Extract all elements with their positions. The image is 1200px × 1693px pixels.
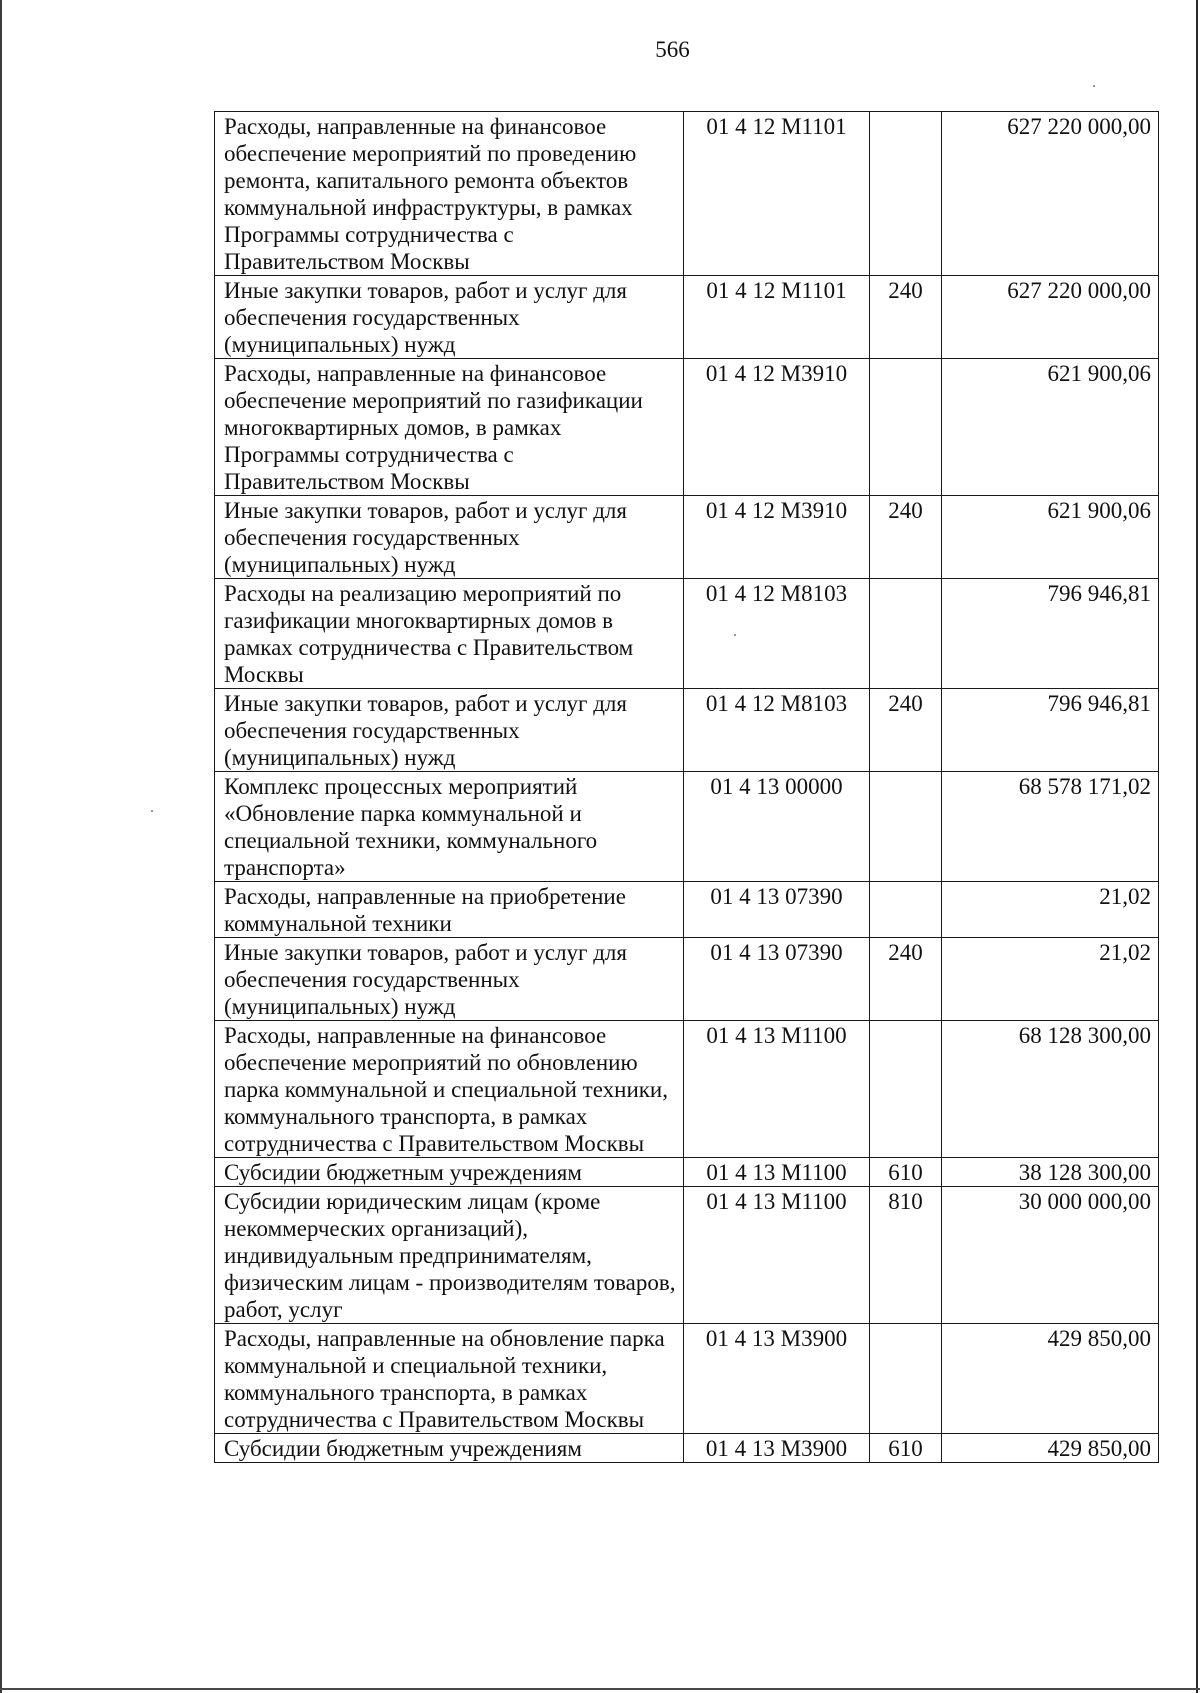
row-expense-type bbox=[870, 1021, 942, 1158]
row-code: 01 4 12 М8103 bbox=[684, 689, 870, 772]
row-amount: 68 128 300,00 bbox=[942, 1021, 1159, 1158]
row-name: Иные закупки товаров, работ и услуг для обеспечения государственных (муниципальных) нужд bbox=[215, 496, 684, 579]
row-expense-type: 240 bbox=[870, 689, 942, 772]
row-amount: 429 850,00 bbox=[942, 1434, 1159, 1463]
row-expense-type bbox=[870, 359, 942, 496]
table-row bbox=[215, 1187, 1159, 1324]
row-code: 01 4 13 07390 bbox=[684, 938, 870, 1021]
row-expense-type: 240 bbox=[870, 496, 942, 579]
row-amount: 21,02 bbox=[942, 938, 1159, 1021]
table-row bbox=[215, 1324, 1159, 1434]
row-amount: 68 578 171,02 bbox=[942, 772, 1159, 882]
row-name: Расходы, направленные на обновление парка коммунальной и специальной техники, коммунального транспорта, в рамках сотрудничества с Правительством Москвы bbox=[215, 1324, 684, 1434]
row-name: Расходы на реализацию мероприятий по газификации многоквартирных домов в рамках сотрудничества с Правительством Москвы bbox=[215, 579, 684, 689]
table-row bbox=[215, 1158, 1159, 1187]
scan-border-right bbox=[1196, 0, 1198, 1693]
row-name: Расходы, направленные на финансовое обеспечение мероприятий по газификации многоквартирных домов, в рамках Программы сотрудничества с Правительством Москвы bbox=[215, 359, 684, 496]
budget-table bbox=[214, 111, 1159, 1463]
row-amount: 627 220 000,00 bbox=[942, 276, 1159, 359]
row-code: 01 4 13 М1100 bbox=[684, 1021, 870, 1158]
scan-border-left bbox=[0, 0, 2, 1693]
row-code: 01 4 12 М8103 bbox=[684, 579, 870, 689]
row-amount: 21,02 bbox=[942, 882, 1159, 938]
row-code: 01 4 13 М1100 bbox=[684, 1158, 870, 1187]
row-name: Иные закупки товаров, работ и услуг для обеспечения государственных (муниципальных) нужд bbox=[215, 276, 684, 359]
row-expense-type: 810 bbox=[870, 1187, 942, 1324]
row-amount: 796 946,81 bbox=[942, 579, 1159, 689]
row-amount: 621 900,06 bbox=[942, 359, 1159, 496]
row-code: 01 4 13 07390 bbox=[684, 882, 870, 938]
row-expense-type bbox=[870, 112, 942, 276]
table-row bbox=[215, 359, 1159, 496]
row-expense-type bbox=[870, 882, 942, 938]
row-code: 01 4 12 М1101 bbox=[684, 112, 870, 276]
table-row bbox=[215, 689, 1159, 772]
row-code: 01 4 13 00000 bbox=[684, 772, 870, 882]
row-code: 01 4 12 М3910 bbox=[684, 359, 870, 496]
row-name: Расходы, направленные на финансовое обеспечение мероприятий по проведению ремонта, капитального ремонта объектов коммунальной инфраструктуры, в рамках Программы сотрудничества с Правительством Москвы bbox=[215, 112, 684, 276]
row-name: Субсидии юридическим лицам (кроме некоммерческих организаций), индивидуальным предпринимателям, физическим лицам - производителям товаров, работ, услуг bbox=[215, 1187, 684, 1324]
row-expense-type bbox=[870, 772, 942, 882]
table-row bbox=[215, 496, 1159, 579]
row-name: Субсидии бюджетным учреждениям bbox=[215, 1434, 684, 1463]
page-number: 566 bbox=[655, 37, 690, 62]
row-amount: 796 946,81 bbox=[942, 689, 1159, 772]
row-code: 01 4 13 М3900 bbox=[684, 1324, 870, 1434]
row-code: 01 4 13 М1100 bbox=[684, 1187, 870, 1324]
row-expense-type: 610 bbox=[870, 1158, 942, 1187]
scan-speck bbox=[151, 810, 153, 812]
row-code: 01 4 12 М1101 bbox=[684, 276, 870, 359]
table-row bbox=[215, 1434, 1159, 1463]
row-amount: 30 000 000,00 bbox=[942, 1187, 1159, 1324]
row-amount: 38 128 300,00 bbox=[942, 1158, 1159, 1187]
row-name: Иные закупки товаров, работ и услуг для обеспечения государственных (муниципальных) нужд bbox=[215, 938, 684, 1021]
scan-speck bbox=[1093, 85, 1095, 87]
row-name: Расходы, направленные на приобретение коммунальной техники bbox=[215, 882, 684, 938]
table-row bbox=[215, 938, 1159, 1021]
scan-border-bottom bbox=[0, 1688, 1200, 1690]
row-expense-type: 240 bbox=[870, 938, 942, 1021]
row-expense-type bbox=[870, 579, 942, 689]
table-row bbox=[215, 579, 1159, 689]
row-amount: 627 220 000,00 bbox=[942, 112, 1159, 276]
table-row bbox=[215, 112, 1159, 276]
row-amount: 621 900,06 bbox=[942, 496, 1159, 579]
row-expense-type bbox=[870, 1324, 942, 1434]
table-row bbox=[215, 1021, 1159, 1158]
row-name: Расходы, направленные на финансовое обеспечение мероприятий по обновлению парка коммунальной и специальной техники, коммунального транспорта, в рамках сотрудничества с Правительством Москвы bbox=[215, 1021, 684, 1158]
row-name: Иные закупки товаров, работ и услуг для обеспечения государственных (муниципальных) нужд bbox=[215, 689, 684, 772]
row-name: Комплекс процессных мероприятий «Обновление парка коммунальной и специальной техники, коммунального транспорта» bbox=[215, 772, 684, 882]
row-name: Субсидии бюджетным учреждениям bbox=[215, 1158, 684, 1187]
table-row bbox=[215, 882, 1159, 938]
row-code: 01 4 13 М3900 bbox=[684, 1434, 870, 1463]
row-expense-type: 240 bbox=[870, 276, 942, 359]
table-row bbox=[215, 276, 1159, 359]
row-expense-type: 610 bbox=[870, 1434, 942, 1463]
table-row bbox=[215, 772, 1159, 882]
row-code: 01 4 12 М3910 bbox=[684, 496, 870, 579]
row-amount: 429 850,00 bbox=[942, 1324, 1159, 1434]
